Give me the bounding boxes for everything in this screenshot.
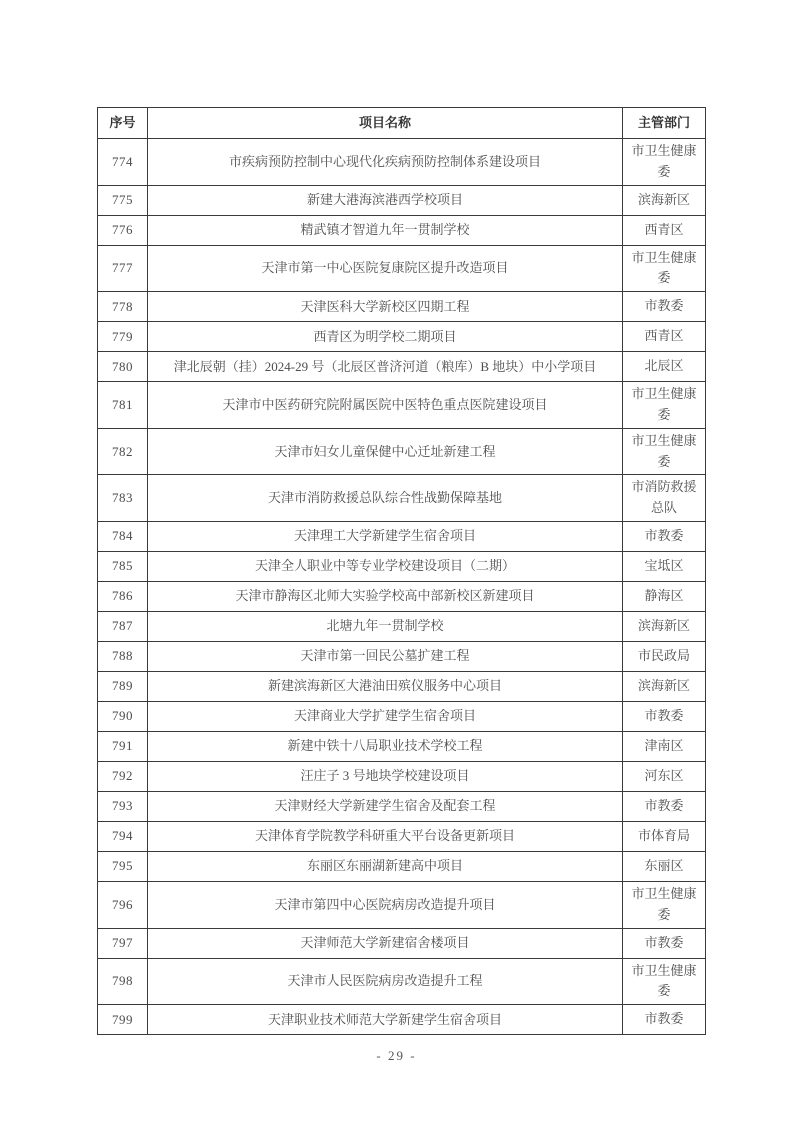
- department-cell: [623, 428, 706, 475]
- department-text: 市卫生健康委: [631, 143, 697, 179]
- row-number-cell: 799: [98, 1005, 148, 1035]
- table-row: [98, 611, 706, 641]
- department-text: 市卫生健康委: [631, 432, 697, 469]
- table-row: [98, 551, 706, 581]
- table-row: [98, 821, 706, 851]
- row-number-cell: 791: [98, 731, 148, 761]
- project-name-cell: 津北辰朝（挂）2024-29 号（北辰区普济河道（粮库）B 地块）中小学项目: [148, 352, 623, 382]
- row-number-cell: 798: [98, 958, 148, 1005]
- table-row: [98, 641, 706, 671]
- department-text: 市卫生健康委: [631, 386, 697, 422]
- page-number: - 29 -: [376, 1048, 417, 1063]
- table-row: [98, 428, 706, 475]
- department-cell: [623, 551, 706, 581]
- project-name-cell: 天津市静海区北师大实验学校高中部新校区新建项目: [148, 581, 623, 611]
- project-name-cell: 天津师范大学新建宿舍楼项目: [148, 928, 623, 958]
- department-cell: [623, 671, 706, 701]
- project-name-cell: 天津商业大学扩建学生宿舍项目: [148, 701, 623, 731]
- department-cell: [623, 382, 706, 429]
- department-cell: [623, 581, 706, 611]
- project-name-cell: 北塘九年一贯制学校: [148, 611, 623, 641]
- department-cell: [623, 641, 706, 671]
- column-header-dept: 主管部门: [623, 108, 706, 139]
- table-row: [98, 322, 706, 352]
- department-cell: [623, 731, 706, 761]
- table-row: [98, 731, 706, 761]
- project-name-cell: 汪庄子 3 号地块学校建设项目: [148, 761, 623, 791]
- project-name-cell: 新建滨海新区大港油田殡仪服务中心项目: [148, 671, 623, 701]
- project-name-cell: 天津市人民医院病房改造提升工程: [148, 958, 623, 1005]
- department-text: 市教委: [644, 798, 684, 814]
- project-name-cell: 天津市第一中心医院复康院区提升改造项目: [148, 245, 623, 292]
- table-row: [98, 701, 706, 731]
- project-name-cell: 天津市消防救援总队综合性战勤保障基地: [148, 475, 623, 522]
- department-cell: [623, 928, 706, 958]
- department-cell: [623, 1005, 706, 1035]
- projects-table: [97, 107, 706, 1035]
- table-row: [98, 245, 706, 292]
- department-cell: [623, 701, 706, 731]
- department-text: 北辰区: [644, 358, 684, 374]
- row-number-cell: 782: [98, 428, 148, 475]
- table-row: [98, 292, 706, 322]
- department-text: 东丽区: [644, 858, 684, 874]
- project-name-cell: 西青区为明学校二期项目: [148, 322, 623, 352]
- row-number-cell: 797: [98, 928, 148, 958]
- row-number-cell: 774: [98, 139, 148, 186]
- row-number-cell: 777: [98, 245, 148, 292]
- row-number-cell: 786: [98, 581, 148, 611]
- row-number-cell: 784: [98, 521, 148, 551]
- table-row: [98, 851, 706, 881]
- department-cell: [623, 611, 706, 641]
- row-number-cell: 790: [98, 701, 148, 731]
- row-number-cell: 776: [98, 215, 148, 245]
- department-text: 静海区: [644, 588, 684, 604]
- department-cell: [623, 881, 706, 928]
- project-name-cell: 天津财经大学新建学生宿舍及配套工程: [148, 791, 623, 821]
- project-name-cell: 天津职业技术师范大学新建学生宿舍项目: [148, 1005, 623, 1035]
- row-number-cell: 780: [98, 352, 148, 382]
- row-number-cell: 785: [98, 551, 148, 581]
- project-name-cell: 天津市第四中心医院病房改造提升项目: [148, 881, 623, 928]
- department-text: 市民政局: [637, 648, 690, 664]
- table-row: [98, 958, 706, 1005]
- department-text: 市教委: [644, 528, 684, 544]
- row-number-cell: 783: [98, 475, 148, 522]
- row-number-cell: 792: [98, 761, 148, 791]
- department-text: 市卫生健康委: [631, 885, 697, 922]
- table-row: [98, 475, 706, 522]
- department-cell: [623, 322, 706, 352]
- department-cell: [623, 139, 706, 186]
- row-number-cell: 789: [98, 671, 148, 701]
- row-number-cell: 788: [98, 641, 148, 671]
- table-row: [98, 1005, 706, 1035]
- department-cell: [623, 761, 706, 791]
- department-cell: [623, 352, 706, 382]
- row-number-cell: 787: [98, 611, 148, 641]
- project-name-cell: 天津体育学院教学科研重大平台设备更新项目: [148, 821, 623, 851]
- department-text: 市教委: [644, 1011, 684, 1027]
- department-text: 市体育局: [637, 828, 690, 844]
- table-row: [98, 382, 706, 429]
- department-text: 滨海新区: [637, 191, 690, 207]
- project-name-cell: 市疾病预防控制中心现代化疾病预防控制体系建设项目: [148, 139, 623, 186]
- department-cell: [623, 215, 706, 245]
- department-text: 市教委: [644, 708, 684, 724]
- row-number-cell: 793: [98, 791, 148, 821]
- table-row: [98, 881, 706, 928]
- row-number-cell: 779: [98, 322, 148, 352]
- table-row: [98, 352, 706, 382]
- department-cell: [623, 958, 706, 1005]
- department-cell: [623, 185, 706, 215]
- table-row: [98, 761, 706, 791]
- project-name-cell: 新建大港海滨港西学校项目: [148, 185, 623, 215]
- row-number-cell: 795: [98, 851, 148, 881]
- department-cell: [623, 791, 706, 821]
- row-number-cell: 778: [98, 292, 148, 322]
- project-name-cell: 天津全人职业中等专业学校建设项目（二期）: [148, 551, 623, 581]
- department-text: 市教委: [644, 934, 684, 950]
- project-name-cell: 东丽区东丽湖新建高中项目: [148, 851, 623, 881]
- row-number-cell: 781: [98, 382, 148, 429]
- column-header-name: 项目名称: [148, 108, 623, 139]
- department-text: 河东区: [644, 768, 684, 784]
- table-row: [98, 139, 706, 186]
- department-cell: [623, 292, 706, 322]
- department-text: 宝坻区: [644, 558, 684, 574]
- department-text: 市卫生健康委: [631, 962, 697, 999]
- header-row: [98, 108, 706, 139]
- department-text: 津南区: [644, 738, 684, 754]
- table-row: [98, 928, 706, 958]
- table-row: [98, 671, 706, 701]
- department-text: 西青区: [644, 328, 684, 344]
- department-cell: [623, 851, 706, 881]
- table-row: [98, 521, 706, 551]
- table-row: [98, 185, 706, 215]
- table-row: [98, 215, 706, 245]
- department-cell: [623, 245, 706, 292]
- department-text: 市教委: [644, 298, 684, 314]
- project-name-cell: 天津市第一回民公墓扩建工程: [148, 641, 623, 671]
- table-row: [98, 791, 706, 821]
- department-text: 市卫生健康委: [631, 249, 697, 286]
- project-name-cell: 天津市中医药研究院附属医院中医特色重点医院建设项目: [148, 382, 623, 429]
- project-name-cell: 天津医科大学新校区四期工程: [148, 292, 623, 322]
- department-cell: [623, 821, 706, 851]
- department-text: 滨海新区: [637, 618, 690, 634]
- project-name-cell: 新建中铁十八局职业技术学校工程: [148, 731, 623, 761]
- project-name-cell: 精武镇才智道九年一贯制学校: [148, 215, 623, 245]
- row-number-cell: 796: [98, 881, 148, 928]
- project-name-cell: 天津理工大学新建学生宿舍项目: [148, 521, 623, 551]
- department-text: 市消防救援总队: [631, 479, 697, 516]
- department-text: 滨海新区: [637, 678, 690, 694]
- row-number-cell: 794: [98, 821, 148, 851]
- project-name-cell: 天津市妇女儿童保健中心迁址新建工程: [148, 428, 623, 475]
- row-number-cell: 775: [98, 185, 148, 215]
- department-text: 西青区: [644, 221, 684, 237]
- department-cell: [623, 521, 706, 551]
- table-row: [98, 581, 706, 611]
- department-cell: [623, 475, 706, 522]
- column-header-no: 序号: [98, 108, 148, 139]
